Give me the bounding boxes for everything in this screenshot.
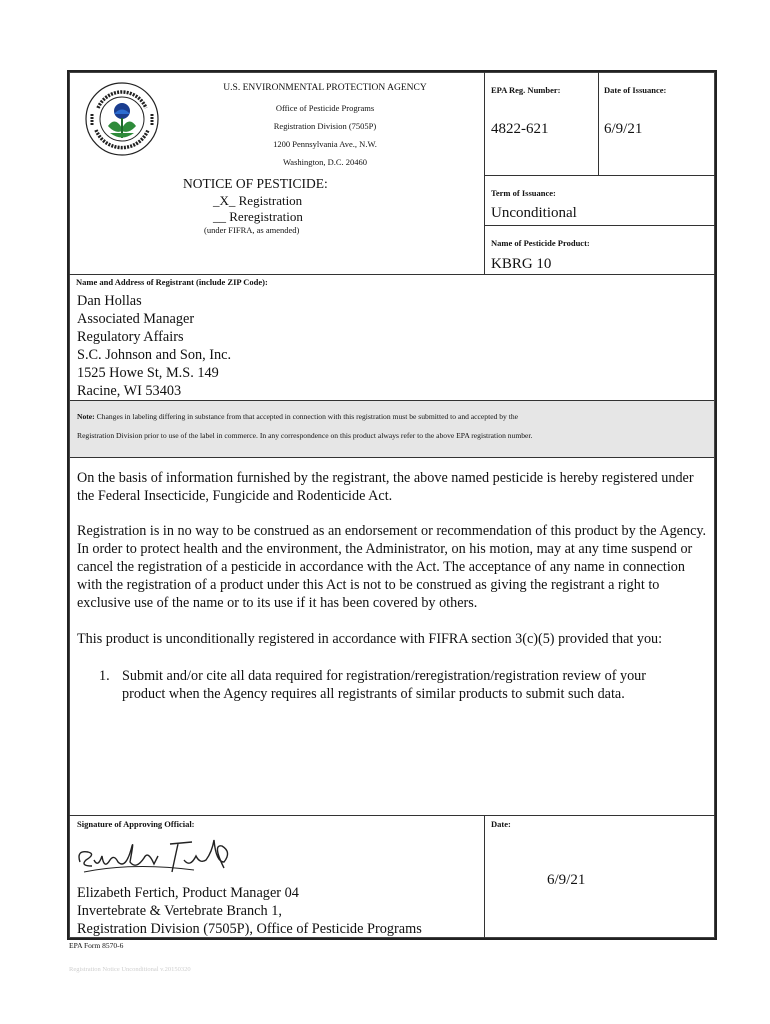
item-1-text: Submit and/or cite all data required for registration/reregistration/registration review of your product when the Agency requires all registrants of similar products to submit such data. bbox=[122, 668, 646, 702]
reg-number: 4822-621 bbox=[491, 121, 549, 137]
paragraph-conditions: This product is unconditionally registered in accordance with FIFRA section 3(c)(5) provided that you: bbox=[77, 631, 663, 647]
paragraph-basis: On the basis of information furnished by the registrant, the above named pesticide is hereby registered under the Federal Insecticide, Fungicide and Rodenticide Act. bbox=[77, 470, 694, 504]
registrant-line: Dan Hollas bbox=[77, 293, 142, 309]
note-line-2: Registration Division prior to use of the label in commerce. In any correspondence on this product always refer to the above EPA registration number. bbox=[77, 431, 533, 440]
agency-office: Office of Pesticide Programs bbox=[275, 103, 375, 113]
signature-date: 6/9/21 bbox=[547, 872, 586, 888]
product-name: KBRG 10 bbox=[491, 256, 552, 272]
form-frame-inner bbox=[69, 72, 715, 938]
note-band bbox=[70, 400, 714, 458]
item-1-number: 1. bbox=[99, 668, 110, 684]
registrant-line: 1525 Howe St, M.S. 149 bbox=[77, 365, 219, 381]
registrant-line: Associated Manager bbox=[77, 311, 195, 327]
signature-label: Signature of Approving Official: bbox=[77, 819, 195, 829]
form-number: EPA Form 8570-6 bbox=[69, 941, 124, 950]
registrant-line: S.C. Johnson and Son, Inc. bbox=[77, 347, 232, 363]
signature-image bbox=[74, 832, 234, 882]
product-label: Name of Pesticide Product: bbox=[491, 238, 590, 248]
note-text-1: Changes in labeling differing in substance from that accepted in connection with this registration must be submitted to and accepted by the bbox=[94, 412, 519, 421]
issuance-date-label: Date of Issuance: bbox=[604, 85, 667, 95]
agency-name: U.S. ENVIRONMENTAL PROTECTION AGENCY bbox=[223, 83, 427, 93]
note-line-1 bbox=[77, 412, 518, 421]
template-version: Registration Notice Unconditional v.20150320 bbox=[69, 966, 191, 973]
agency-street: 1200 Pennsylvania Ave., N.W. bbox=[273, 139, 377, 149]
term-label: Term of Issuance: bbox=[491, 188, 556, 198]
notice-under: (under FIFRA, as amended) bbox=[204, 225, 300, 235]
registrant-line: Regulatory Affairs bbox=[77, 329, 184, 345]
approver-block bbox=[77, 884, 422, 938]
note-prefix: Note: bbox=[77, 412, 95, 421]
registrant-line: Racine, WI 53403 bbox=[77, 383, 182, 399]
date-label: Date: bbox=[491, 819, 511, 829]
reg-number-label: EPA Reg. Number: bbox=[491, 85, 561, 95]
registrant-address bbox=[77, 292, 231, 400]
issuance-date: 6/9/21 bbox=[604, 121, 643, 137]
notice-registration: _X_ Registration bbox=[213, 193, 303, 208]
notice-reregistration: __ Reregistration bbox=[213, 209, 303, 224]
agency-city: Washington, D.C. 20460 bbox=[282, 157, 368, 167]
approver-division: Registration Division (7505P), Office of Pesticide Programs bbox=[77, 921, 422, 937]
epa-seal-icon bbox=[84, 78, 160, 160]
term-value: Unconditional bbox=[491, 205, 577, 221]
agency-division: Registration Division (7505P) bbox=[273, 121, 377, 131]
notice-title: NOTICE OF PESTICIDE: bbox=[183, 176, 328, 191]
registrant-label: Name and Address of Registrant (include ZIP Code): bbox=[76, 277, 268, 287]
approver-branch: Invertebrate & Vertebrate Branch 1, bbox=[77, 903, 282, 919]
approver-name: Elizabeth Fertich, Product Manager 04 bbox=[77, 885, 299, 901]
paragraph-disclaimer: Registration is in no way to be construed as an endorsement or recommendation of this product by the Agency. In order to protect health and the environment, the Administrator, on his motion, may at any time suspend or cancel the registration of a pesticide in accordance with the Act. The acceptance of any name in connection with the registration of a product under this Act is not to be construed as giving the registrant a right to exclusive use of the name or to its use if it has been covered by others. bbox=[77, 523, 707, 611]
